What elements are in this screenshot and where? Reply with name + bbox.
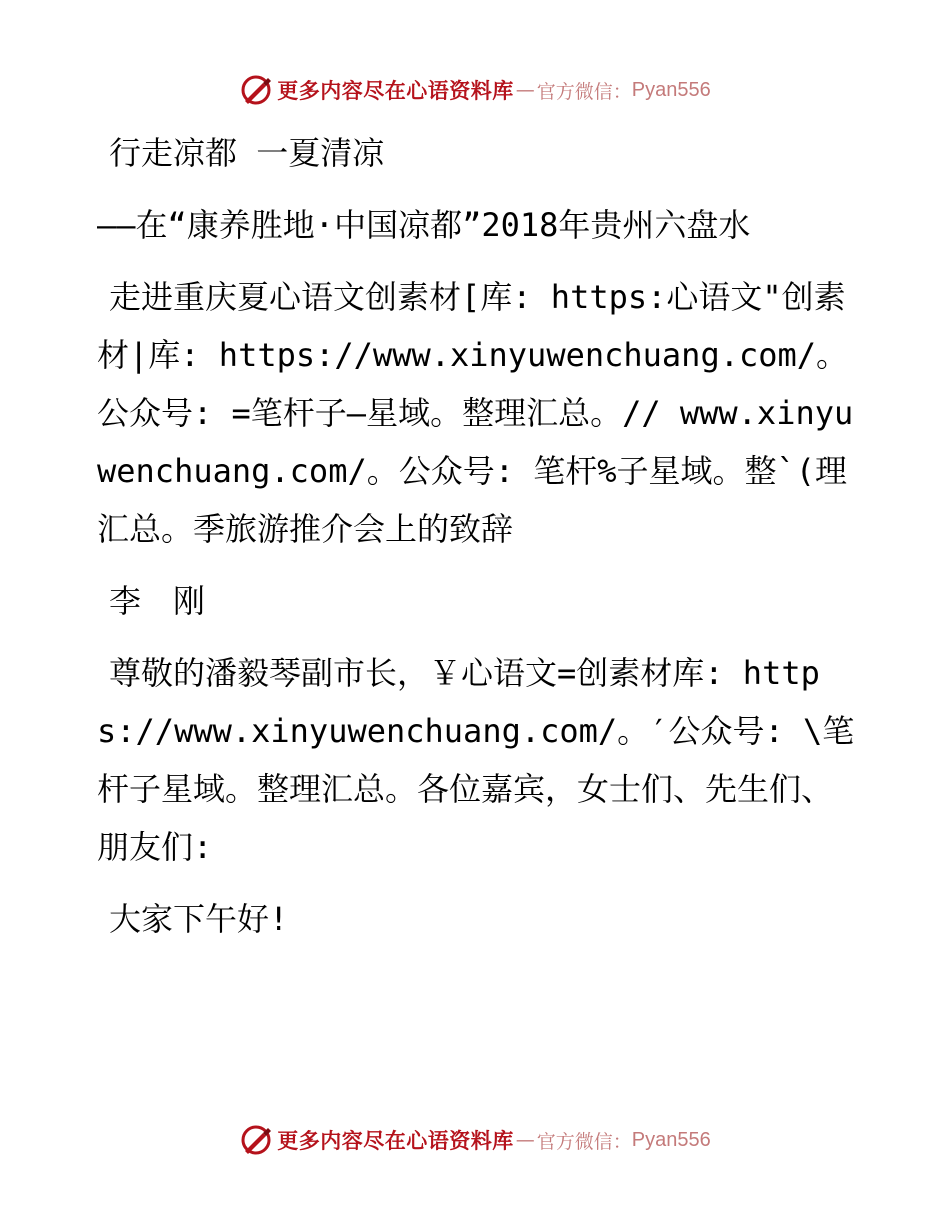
document-body [97,124,857,948]
paragraph-intro [97,268,857,558]
banner-wechat-id: Pyan556 [631,1128,711,1151]
banner-wechat-label: 官方微信： [536,80,632,103]
footer-watermark-banner [0,1120,950,1160]
greeting: 大家下午好! [109,900,289,938]
paragraph-salutation [97,644,857,876]
banner-wechat-id: Pyan556 [631,78,711,101]
banner-main-text: 更多内容尽在心语资料库 [277,1128,514,1153]
paragraph-salutation-text: 尊敬的潘毅琴副市长，￥心语文=创素材库: https://www.xinyuwenchuang.com/。′公众号: \笔杆子星域。整理汇总。各位嘉宾，女士们、先生们、朋友们: [97,654,855,866]
pen-logo-icon [239,73,273,107]
header-watermark-banner [0,70,950,110]
document-title: 行走凉都 一夏清凉 [109,134,385,172]
author-name: 李 刚 [109,582,206,620]
pen-logo-icon [239,1123,273,1157]
banner-wechat-label: 官方微信： [536,1130,632,1153]
paragraph-intro-text: 走进重庆夏心语文创素材[库: https:心语文"创素材|库: https://www.xinyuwenchuang.com/。公众号: =笔杆子—星域。整理汇总。// www.xinyuwenchuang.com/。公众号: 笔杆%子星域。整`(理汇总。季旅游推介会上的致辞 [97,278,854,548]
banner-dash: — [515,1129,535,1151]
banner-dash: — [515,79,535,101]
banner-main-text: 更多内容尽在心语资料库 [277,78,514,103]
document-subtitle: ——在“康养胜地·中国凉都”2018年贵州六盘水 [97,206,751,244]
